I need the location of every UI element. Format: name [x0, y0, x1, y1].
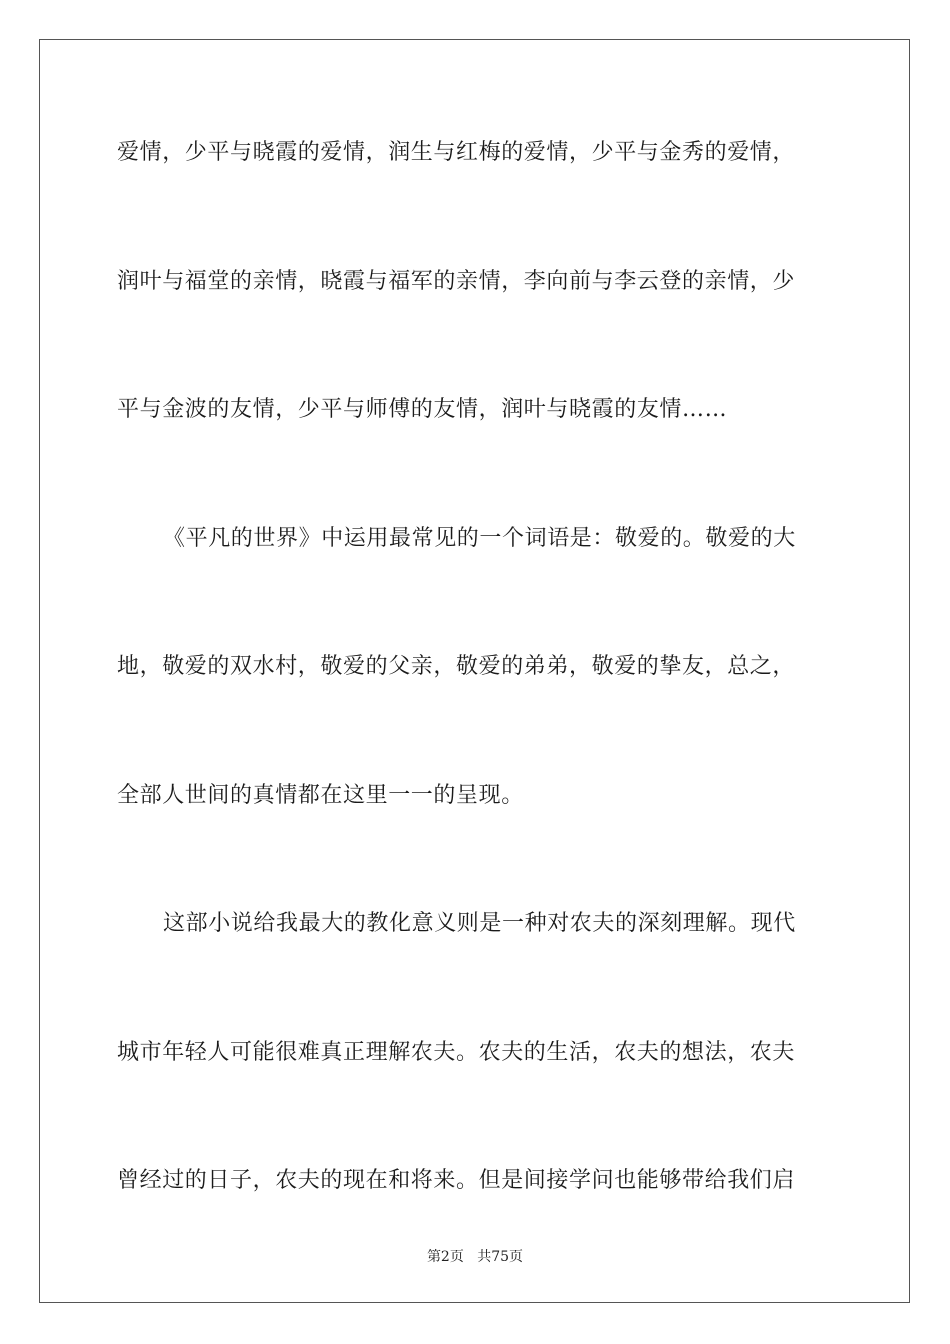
total-pages: 共75页 [477, 1249, 524, 1265]
page-footer [0, 1246, 950, 1266]
text-line: 平与金波的友情，少平与师傅的友情，润叶与晓霞的友情…… [117, 397, 728, 422]
text-line: 全部人世间的真情都在这里一一的呈现。 [117, 782, 524, 808]
text-line-indented: 《平凡的世界》中运用最常见的一个词语是：敬爱的。敬爱的大 [163, 525, 796, 551]
text-line: 曾经过的日子，农夫的现在和将来。但是间接学问也能够带给我们启 [117, 1168, 796, 1193]
text-line: 爱情，少平与晓霞的爱情，润生与红梅的爱情，少平与金秀的爱情， [117, 140, 796, 165]
document-body [117, 125, 833, 1282]
text-line: 地，敬爱的双水村，敬爱的父亲，敬爱的弟弟，敬爱的挚友，总之， [117, 654, 796, 679]
page-number: 第2页 [426, 1249, 464, 1265]
text-line: 润叶与福堂的亲情，晓霞与福军的亲情，李向前与李云登的亲情，少 [117, 268, 796, 294]
text-line: 城市年轻人可能很难真正理解农夫。农夫的生活，农夫的想法，农夫 [117, 1039, 796, 1065]
text-line-indented: 这部小说给我最大的教化意义则是一种对农夫的深刻理解。现代 [163, 911, 796, 936]
